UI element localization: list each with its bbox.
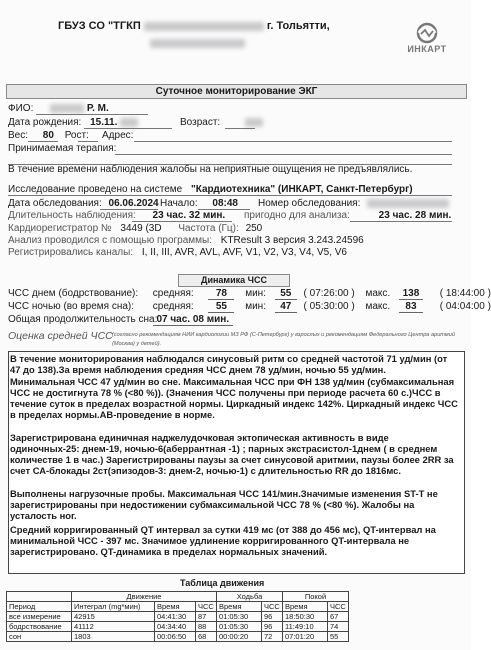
day-hr-row [8, 288, 491, 300]
redacted-study-number [367, 199, 449, 208]
age-underline [225, 128, 255, 129]
date-value: 06.06.2024 [108, 198, 159, 209]
night-max-time: ( 04:04:00 ) [439, 301, 491, 312]
table-cell: 41112 [72, 622, 155, 632]
table-cell: 01:05:30 [217, 622, 262, 632]
recorder-row [8, 223, 262, 234]
night-hr-row [8, 301, 491, 313]
group-header-movement: Движение [72, 592, 217, 602]
col-header-move-time: Время [155, 602, 196, 612]
report-title: Суточное мониторирование ЭКГ [6, 84, 467, 99]
org-address [150, 38, 245, 49]
table-cell: 00:00:20 [217, 632, 262, 642]
start-value: 08:48 [212, 198, 238, 209]
table-row [7, 612, 349, 622]
dob-label: Дата рождения: [8, 117, 82, 128]
system-value: "Кардиотехника" (ИНКАРТ, Санкт-Петербург) [191, 184, 413, 195]
program-value: KTResult 3 версия 3.243.24596 [220, 235, 364, 246]
suitable-row [244, 210, 451, 221]
recorder-label: Кардиорегистратор № [8, 223, 112, 234]
table-cell: 68 [196, 632, 217, 642]
program-label: Анализ проводился с помощью программы: [8, 235, 212, 246]
table-cell: все измерение [7, 612, 72, 622]
suitable-label: пригодно для анализа: [244, 210, 350, 221]
day-avg-value: 78 [208, 288, 234, 300]
redacted-age [245, 118, 263, 127]
night-max-label: макс. [365, 301, 391, 312]
height-label: Рост: [64, 130, 89, 141]
org-prefix: ГБУЗ СО "ТГКП [58, 20, 141, 32]
duration-underline [132, 221, 232, 222]
therapy-underline [115, 154, 452, 155]
conclusion-paragraph-4: Выполнены нагрузочные пробы. Максимальная ЧСС 141/мин.Значимые изменения ST-T не зарегистрированы при недостижении субмаксимальной ЧСС 78 % (<80 %). Жалобы на усталость ног. [10, 488, 438, 521]
conclusion-paragraph-1: В течение мониторирования наблюдался синусовый ритм со средней частотой 71 уд/мин (от 47 до 138).За время наблюдения средняя ЧСС днем 78 уд/мин, ночью 55 уд/мин. [10, 353, 448, 375]
table-group-header-row [7, 592, 349, 602]
col-header-integral: Интеграл (mg*мин) [72, 602, 155, 612]
day-min-value: 55 [275, 288, 297, 300]
logo-text: ИНКАРТ [407, 44, 447, 54]
col-header-period: Период [7, 602, 72, 612]
night-avg-value: 55 [208, 301, 234, 313]
table-cell: 04:34:40 [155, 622, 196, 632]
night-min-time: ( 05:30:00 ) [303, 301, 355, 312]
table-group-empty-cell [7, 592, 72, 602]
table-row [7, 632, 349, 642]
fio-label: ФИО: [8, 103, 34, 114]
day-max-time: ( 18:44:00 ) [439, 288, 491, 299]
start-label: Начало: [160, 198, 198, 209]
sleep-value: 07 час. 08 мин. [153, 314, 233, 326]
table-row [7, 622, 349, 632]
start-row [160, 198, 238, 209]
number-row [258, 198, 449, 209]
day-max-label: макс. [365, 288, 391, 299]
table-cell: 96 [262, 612, 283, 622]
duration-label: Длительность наблюдения: [8, 210, 136, 221]
org-city: г. Тольятти, [266, 20, 330, 32]
conclusion-paragraph-5: Средний корригированный QT интервал за сутки 419 мс (от 388 до 456 мс), QT-интервал на минимальной ЧСС - 397 мс. Значимое удлинение корригированного QT-интервала не зарегистрировано. QT-динамика в пределах нормальных значений. [10, 524, 436, 557]
table-cell: 72 [262, 632, 283, 642]
table-cell: 67 [328, 612, 349, 622]
group-header-rest: Покой [283, 592, 349, 602]
redacted-dob-year [120, 118, 138, 127]
date-row [8, 198, 159, 209]
redacted-address [150, 39, 245, 48]
col-header-walk-hr: ЧСС [262, 602, 283, 612]
table-cell: 01:05:30 [217, 612, 262, 622]
channels-label: Регистрировались каналы: [8, 247, 134, 258]
dynamics-title: Динамика ЧСС [178, 274, 290, 287]
weight-row [8, 130, 89, 141]
table-cell: 18:50:30 [283, 612, 328, 622]
conclusion-paragraph-2: Минимальная ЧСС 47 уд/мин во сне. Максимальная ЧСС при ФН 138 уд/мин (субмаксимальная ЧСС не достигнута 78 % (<80 %)). (Значения ЧСС получены при периоде расчета 60 с.)ЧСС в течение суток в пределах возрастной нормы. Циркадный индекс 142%. Циркадный индекс ЧСС в пределах нормы.АВ-проведение в норме. [10, 376, 458, 420]
complaints-text: В течение времени наблюдения жалобы на неприятные ощущения не предъявлялись. [8, 164, 413, 175]
table-header-row [7, 602, 349, 612]
address-row [102, 130, 133, 141]
day-max-value: 138 [399, 288, 423, 300]
weight-label: Вес: [8, 130, 29, 141]
program-row [8, 235, 364, 246]
conclusion-paragraph-3: Зарегистрирована единичная наджелудочковая эктопическая активность в виде одиночных-25: днем-19, ночью-6(аберрантная -1) ; парных экстрасистол-1днем ( в среднем количестве 1 в час.) Зарегистрированы паузы за счет синусовой аритмии, паузы более 2RR за счет СА-блокады 2ст(эпизодов-3: днем-2, ночью-1) с длительностью RR до 1816мс. [10, 432, 454, 476]
day-hr-label: ЧСС днем (бодрствование): [8, 288, 139, 299]
redacted-surname [50, 104, 84, 113]
night-min-label: мин: [245, 301, 266, 312]
day-min-label: мин: [245, 288, 266, 299]
weight-value: 80 [42, 130, 54, 141]
group-header-walking: Ходьба [217, 592, 283, 602]
assessment-title: Оценка средней ЧСС [8, 330, 113, 342]
number-label: Номер обследования: [258, 198, 361, 209]
table-cell: 42915 [72, 612, 155, 622]
address-underline [134, 141, 452, 142]
suitable-underline [350, 221, 452, 222]
address-label: Адрес: [102, 130, 134, 141]
channels-row [8, 247, 347, 258]
day-avg-label: средняя: [152, 288, 194, 299]
age-row [180, 117, 263, 128]
system-row [8, 184, 413, 195]
dob-value: 15.11. [90, 117, 118, 128]
day-min-time: ( 07:26:00 ) [303, 288, 355, 299]
table-cell: 88 [196, 622, 217, 632]
recorder-value: 3449 (3D [120, 223, 162, 234]
duration-value: 23 час. 32 мин. [152, 210, 226, 221]
table-cell: 04:41:30 [155, 612, 196, 622]
col-header-rest-hr: ЧСС [328, 602, 349, 612]
night-avg-label: средняя: [152, 301, 194, 312]
freq-value: 250 [245, 223, 263, 234]
table-cell: 07:01:20 [283, 632, 328, 642]
system-label: Исследование проведено на системе [8, 184, 183, 195]
table-cell: 96 [262, 622, 283, 632]
movement-table [6, 591, 349, 642]
fio-row [8, 103, 109, 114]
suitable-value: 23 час. 28 мин. [378, 210, 452, 221]
table-cell: 00:06:50 [155, 632, 196, 642]
freq-label: Частота (Гц): [178, 223, 239, 234]
col-header-rest-time: Время [283, 602, 328, 612]
incart-logo-icon [410, 22, 444, 44]
therapy-label: Принимаемая терапия: [8, 143, 117, 154]
age-label: Возраст: [180, 117, 221, 128]
date-label: Дата обследования: [8, 198, 102, 209]
night-min-value: 47 [275, 301, 297, 313]
fio-value: Р. М. [86, 103, 109, 114]
night-hr-label: ЧСС ночью (во время сна): [8, 301, 135, 312]
table-cell: 1803 [72, 632, 155, 642]
duration-row [8, 210, 225, 221]
sleep-label: Общая продолжительность сна: [8, 314, 158, 325]
assessment-note: (согласно рекомендациям НИИ кардиологии МЗ РФ (С-Петербург) у взрослых и рекомендациям Федерального Центра аритмий (Москва) у детей). [112, 332, 455, 347]
table-cell: 55 [328, 632, 349, 642]
weight-underline [28, 141, 58, 142]
col-header-move-hr: ЧСС [196, 602, 217, 612]
dob-row [8, 117, 138, 128]
table-cell: сон [7, 632, 72, 642]
table-cell: 11:49:10 [283, 622, 328, 632]
table-cell: бодрствование [7, 622, 72, 632]
movement-table-title: Таблица движения [180, 578, 265, 588]
col-header-walk-time: Время [217, 602, 262, 612]
incart-logo [402, 22, 452, 54]
channels-value: I, II, III, AVR, AVL, AVF, V1, V2, V3, V4, V5, V6 [141, 247, 347, 258]
night-max-value: 83 [399, 301, 423, 313]
system-underline [8, 195, 452, 196]
fio-underline [36, 114, 148, 115]
table-cell: 74 [328, 622, 349, 632]
org-header [58, 20, 330, 32]
sleep-row [8, 314, 233, 326]
height-underline [78, 141, 98, 142]
redacted-org-name [144, 22, 264, 31]
dob-underline [84, 128, 172, 129]
therapy-row [8, 143, 116, 154]
table-cell: 87 [196, 612, 217, 622]
